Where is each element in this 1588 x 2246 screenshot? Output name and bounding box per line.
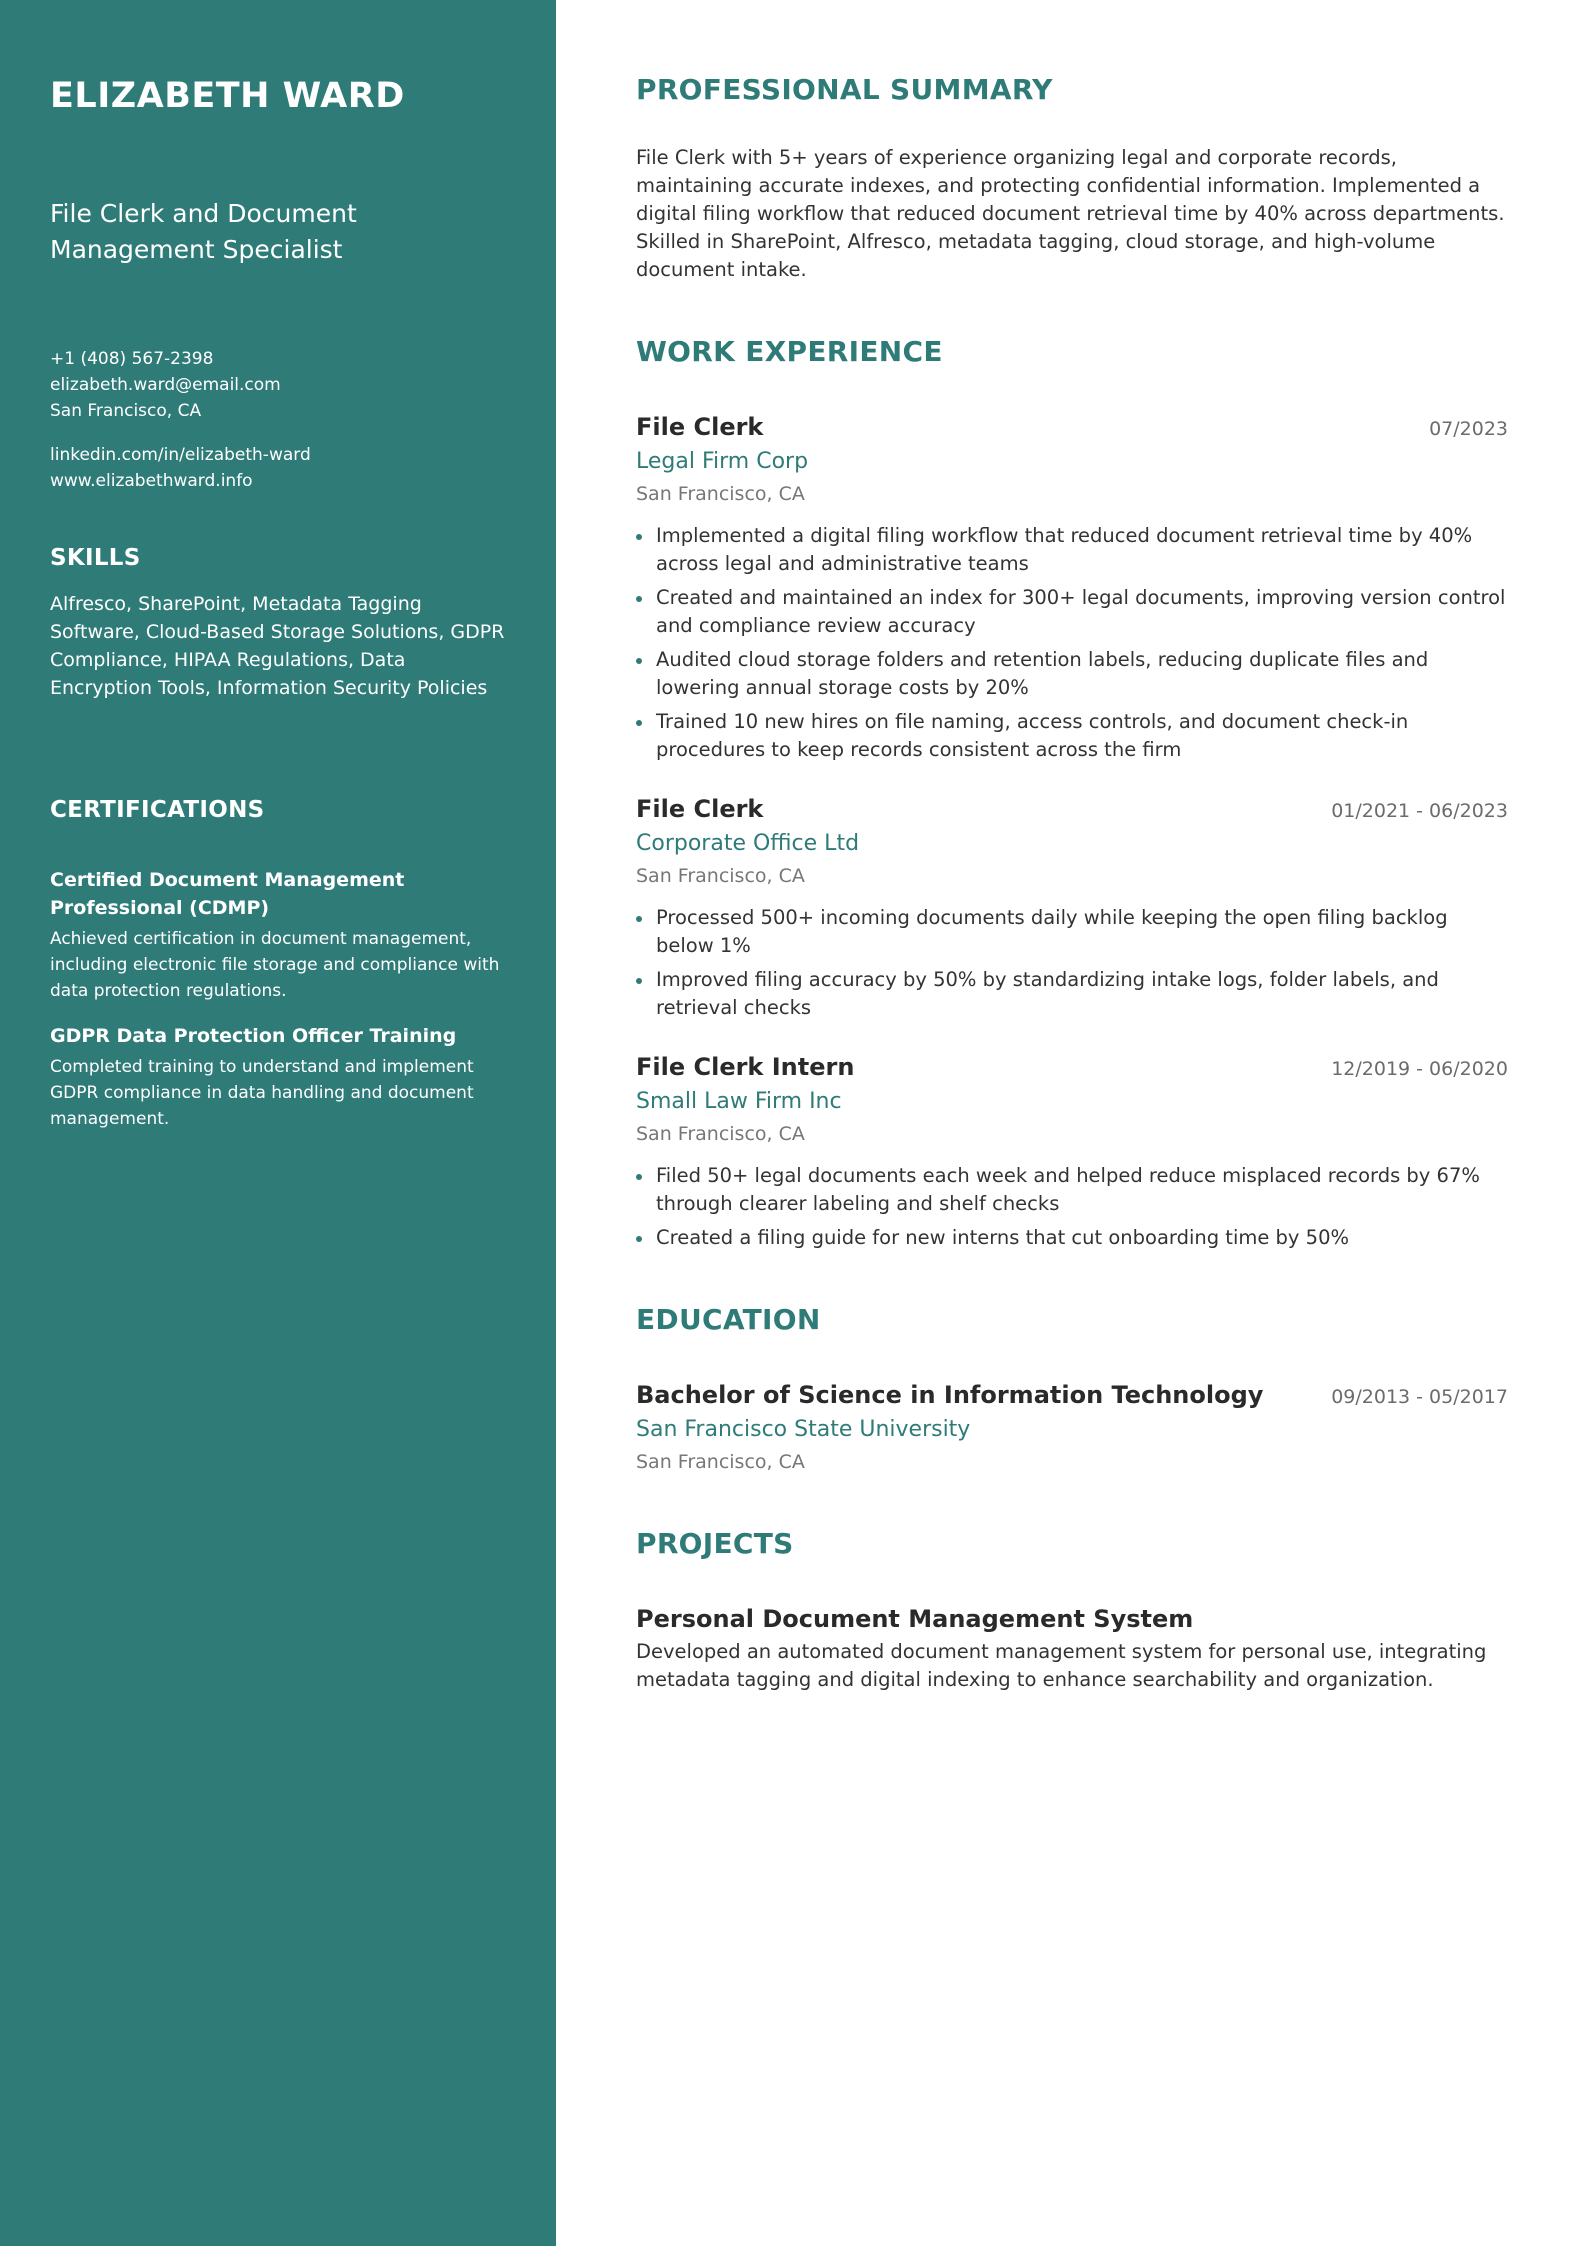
summary-text: File Clerk with 5+ years of experience organizing legal and corporate records, maintaining accurate indexes, and protecting confidential information. Implemented a digital filing workflow that reduced document retrieval time by 40% across departments. Skilled in SharePoint, Alfresco, metadata tagging, cloud storage, and high-volume document intake. (636, 146, 1505, 281)
certification-description: Achieved certification in document management, including electronic file storage and compliance with data protection regulations. (50, 929, 500, 1001)
certification-name: GDPR Data Protection Officer Training (50, 1025, 457, 1047)
bullet-dot-icon (636, 658, 642, 664)
work-experience-heading: WORK EXPERIENCE (636, 335, 943, 368)
project-description: Developed an automated document management system for personal use, integrating metadata tagging and digital indexing to enhance searchability and organization. (636, 1640, 1487, 1691)
company-name: Small Law Firm Inc (636, 1089, 842, 1114)
job-role: File Clerk and Document Management Specialist (50, 199, 357, 264)
bullet-item (636, 966, 1508, 1022)
bullet-dot-icon (636, 534, 642, 540)
job-location: San Francisco, CA (636, 1123, 805, 1145)
bullet-item (636, 584, 1508, 640)
job-bullets (636, 1162, 1508, 1252)
job-entry (636, 410, 1508, 764)
main-content (556, 0, 1588, 2246)
education-heading: EDUCATION (636, 1303, 821, 1336)
skills-list: Alfresco, SharePoint, Metadata Tagging Software, Cloud-Based Storage Solutions, GDPR Compliance, HIPAA Regulations, Data Encryption Tools, Information Security Policies (50, 593, 505, 699)
degree: Bachelor of Science in Information Technology (636, 1381, 1264, 1409)
bullet-dot-icon (636, 1174, 642, 1180)
project-title: Personal Document Management System (636, 1605, 1194, 1633)
contact-block (50, 346, 506, 424)
certification-name: Certified Document Management Professional (CDMP) (50, 869, 405, 919)
bullet-item (636, 1224, 1508, 1252)
certifications-heading: CERTIFICATIONS (50, 797, 265, 823)
job-location: San Francisco, CA (636, 865, 805, 887)
bullet-item (636, 522, 1508, 578)
bullet-text: Created a filing guide for new interns that cut onboarding time by 50% (656, 1226, 1350, 1249)
job-date: 07/2023 (1429, 418, 1508, 440)
school-name: San Francisco State University (636, 1417, 971, 1442)
bullet-dot-icon (636, 1236, 642, 1242)
bullet-item (636, 646, 1508, 702)
job-bullets (636, 522, 1508, 764)
school-location: San Francisco, CA (636, 1451, 805, 1473)
company-name: Corporate Office Ltd (636, 831, 860, 856)
email[interactable]: elizabeth.ward@email.com (50, 375, 281, 395)
bullet-item (636, 708, 1508, 764)
job-title: File Clerk (636, 413, 764, 441)
job-entry (636, 792, 1508, 1022)
company-name: Legal Firm Corp (636, 449, 809, 474)
bullet-item (636, 1162, 1508, 1218)
bullet-text: Trained 10 new hires on file naming, access controls, and document check-in procedures to keep records consistent across the firm (656, 710, 1409, 761)
job-title: File Clerk (636, 795, 764, 823)
education-entry (636, 1378, 1508, 1476)
education-date: 09/2013 - 05/2017 (1331, 1386, 1508, 1408)
certification-item (50, 866, 506, 1004)
projects-heading: PROJECTS (636, 1527, 794, 1560)
bullet-text: Implemented a digital filing workflow that reduced document retrieval time by 40% across legal and administrative teams (656, 524, 1473, 575)
certification-description: Completed training to understand and implement GDPR compliance in data handling and document management. (50, 1057, 474, 1129)
links-block (50, 442, 506, 494)
phone[interactable]: +1 (408) 567-2398 (50, 349, 214, 369)
bullet-text: Audited cloud storage folders and retention labels, reducing duplicate files and lowering annual storage costs by 20% (656, 648, 1429, 699)
job-bullets (636, 904, 1508, 1022)
bullet-text: Filed 50+ legal documents each week and helped reduce misplaced records by 67% through clearer labeling and shelf checks (656, 1164, 1480, 1215)
project-entry (636, 1602, 1508, 1694)
job-date: 01/2021 - 06/2023 (1331, 800, 1508, 822)
bullet-dot-icon (636, 978, 642, 984)
job-location: San Francisco, CA (636, 483, 805, 505)
bullet-dot-icon (636, 596, 642, 602)
bullet-dot-icon (636, 720, 642, 726)
sidebar (0, 0, 556, 2246)
job-entry (636, 1050, 1508, 1252)
certification-item (50, 1022, 506, 1132)
location: San Francisco, CA (50, 401, 202, 421)
linkedin-link[interactable]: linkedin.com/in/elizabeth-ward (50, 445, 311, 465)
bullet-text: Improved filing accuracy by 50% by standardizing intake logs, folder labels, and retrieval checks (656, 968, 1439, 1019)
bullet-text: Processed 500+ incoming documents daily while keeping the open filing backlog below 1% (656, 906, 1448, 957)
bullet-text: Created and maintained an index for 300+ legal documents, improving version control and compliance review accuracy (656, 586, 1506, 637)
skills-heading: SKILLS (50, 545, 141, 571)
job-title: File Clerk Intern (636, 1053, 855, 1081)
bullet-dot-icon (636, 916, 642, 922)
website-link[interactable]: www.elizabethward.info (50, 471, 253, 491)
summary-heading: PROFESSIONAL SUMMARY (636, 73, 1053, 106)
job-date: 12/2019 - 06/2020 (1331, 1058, 1508, 1080)
certifications-list (50, 866, 506, 1132)
bullet-item (636, 904, 1508, 960)
candidate-name: ELIZABETH WARD (50, 76, 405, 116)
